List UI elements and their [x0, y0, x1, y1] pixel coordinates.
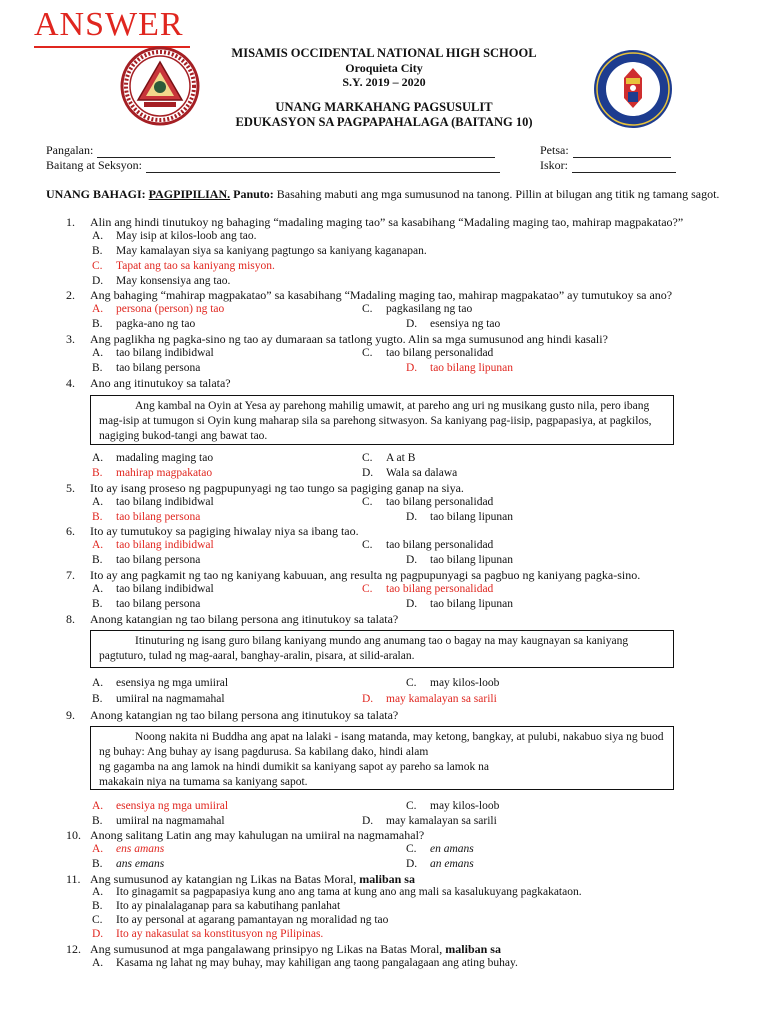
except-label: maliban sa [445, 942, 501, 956]
option-c[interactable]: C. tao bilang personalidad [362, 539, 494, 551]
option-d[interactable]: D. tao bilang lipunan [406, 511, 514, 523]
question-number: 1. [66, 215, 75, 229]
option-b[interactable]: B. umiiral na nagmamahal [92, 693, 225, 705]
passage-box [90, 630, 674, 668]
option-c[interactable]: C. may kilos-loob [406, 800, 500, 812]
question-text: Alin ang hindi tinutukoy ng bahaging “madaling maging tao” sa kasabihang “Madaling maging tao, mahirap magpakatao?” [90, 215, 684, 229]
option-b[interactable]: B. pagka-ano ng tao [92, 318, 196, 330]
school-year: S.Y. 2019 – 2020 [342, 75, 426, 89]
option-b[interactable]: B. tao bilang persona [92, 554, 201, 566]
option-c-answer[interactable]: C. Tapat ang tao sa kaniyang misyon. [92, 260, 275, 272]
part-label: UNANG BAHAGI: [46, 187, 146, 201]
score-line[interactable] [572, 160, 676, 173]
passage-box [90, 726, 674, 790]
option-a[interactable]: A. Kasama ng lahat ng may buhay, may kahiligan ang taong pangalagaan ang ating buhay. [92, 957, 518, 969]
section-label: Baitang at Seksyon: [46, 158, 142, 172]
section-field[interactable] [46, 158, 500, 173]
score-field[interactable] [540, 158, 676, 173]
option-d[interactable]: D. Wala sa dalawa [362, 467, 458, 479]
option-d-answer[interactable]: D. Ito ay nakasulat sa konstitusyon ng Pilipinas. [92, 928, 324, 940]
option-a[interactable]: A. May isip at kilos-loob ang tao. [92, 230, 257, 242]
option-a[interactable]: A. tao bilang indibidwal [92, 347, 214, 359]
name-line[interactable] [97, 145, 495, 158]
option-c[interactable]: C. Ito ay personal at agarang pamantayan ng moralidad ng tao [92, 914, 389, 926]
except-label: maliban sa [359, 872, 415, 886]
option-c-answer[interactable]: C. tao bilang personalidad [362, 583, 494, 595]
option-a[interactable]: A. esensiya ng mga umiiral [92, 677, 229, 689]
passage-text: Itinuturing ng isang guro bilang kaniyang mundo ang anumang tao o bagay na may kaugnayan sa kaniyang pagtuturo, tulad ng mag-aaral, banghay-aralin, pisara, at silid-aralan. [99, 635, 629, 662]
option-c[interactable]: C. tao bilang personalidad [362, 347, 494, 359]
instructions [46, 187, 719, 202]
passage-text: Noong nakita ni Buddha ang apat na lalaki - isang matanda, may ketong, bangkay, at pulubi, nakabuo siya ng buod ng buhay: Ang buhay ay isang pagdurusa. Sa kabilang dako, hindi alam [99, 731, 664, 758]
option-d[interactable]: D. an emans [406, 858, 474, 870]
option-a[interactable]: A. Ito ginagamit sa pagpapasiya kung ano ang tama at kung ano ang mali sa kasalukuyang pagkakataon. [92, 886, 582, 898]
passage-text: Ang kambal na Oyin at Yesa ay parehong mahilig umawit, at pareho ang uri ng musikang gusto nila, pero ibang mag-isip at tumugon si Oyin kung maharap sila sa parehong sitwasyon. Sa kaniyang pag-iisip, pagpapasiya, at pagkilos, nagiging bukod-tangi ang bawat tao. [99, 400, 652, 442]
subject-title: EDUKASYON SA PAGPAPAHALAGA (BAITANG 10) [235, 115, 533, 129]
section-line[interactable] [146, 160, 500, 173]
date-label: Petsa: [540, 143, 569, 157]
option-d[interactable]: D. tao bilang lipunan [406, 554, 514, 566]
option-b[interactable]: B. May kamalayan siya sa kaniyang pagtungo sa kaniyang kaganapan. [92, 245, 427, 257]
option-a-answer[interactable]: A. tao bilang indibidwal [92, 539, 214, 551]
passage-text: makakain niya na tumama sa kaniyang sapot. [99, 776, 308, 788]
answer-stamp: ANSWER [34, 6, 184, 43]
option-a-answer[interactable]: A. esensiya ng mga umiiral [92, 800, 229, 812]
option-b-answer[interactable]: B. mahirap magpakatao [92, 467, 213, 479]
date-line[interactable] [573, 145, 671, 158]
option-b[interactable]: B. tao bilang persona [92, 362, 201, 374]
date-field[interactable] [540, 143, 671, 158]
part-title: PAGPIPILIAN. [148, 187, 231, 201]
panuto-label: Panuto: [233, 187, 274, 201]
option-b[interactable]: B. ans emans [92, 858, 165, 870]
school-name: MISAMIS OCCIDENTAL NATIONAL HIGH SCHOOL [231, 46, 537, 60]
score-label: Iskor: [540, 158, 568, 172]
option-c[interactable]: C. A at B [362, 452, 416, 464]
option-a[interactable]: A. tao bilang indibidwal [92, 496, 214, 508]
school-city: Oroquieta City [345, 61, 423, 75]
option-b[interactable]: B. umiiral na nagmamahal [92, 815, 225, 827]
option-b[interactable]: B. tao bilang persona [92, 598, 201, 610]
name-label: Pangalan: [46, 143, 94, 157]
option-d[interactable]: D. may kamalayan sa sarili [362, 815, 497, 827]
option-c[interactable]: C. en amans [406, 843, 474, 855]
option-b-answer[interactable]: B. tao bilang persona [92, 511, 201, 523]
option-a[interactable]: A. madaling maging tao [92, 452, 214, 464]
instruction-text: Basahing mabuti ang mga sumusunod na tanong. Pillin at bilugan ang titik ng tamang sagot. [276, 187, 720, 201]
exam-title: UNANG MARKAHANG PAGSUSULIT [275, 100, 493, 114]
option-d-answer[interactable]: D. may kamalayan sa sarili [362, 693, 497, 705]
option-d[interactable]: D. May konsensiya ang tao. [92, 275, 231, 287]
option-c[interactable]: C. tao bilang personalidad [362, 496, 494, 508]
option-d[interactable]: D. esensiya ng tao [406, 318, 501, 330]
option-c[interactable]: C. may kilos-loob [406, 677, 500, 689]
option-a-answer[interactable]: A. persona (person) ng tao [92, 303, 225, 315]
option-c[interactable]: C. pagkasilang ng tao [362, 303, 473, 315]
option-a-answer[interactable]: A. ens amans [92, 843, 165, 855]
option-b[interactable]: B. Ito ay pinalalaganap para sa kabutihang panlahat [92, 900, 341, 912]
name-field[interactable] [46, 143, 495, 158]
passage-box [90, 395, 674, 445]
option-d[interactable]: D. tao bilang lipunan [406, 598, 514, 610]
option-d-answer[interactable]: D. tao bilang lipunan [406, 362, 514, 374]
passage-text: ng gagamba na ang lamok na hindi dumikit sa kaniyang sapot ay pareho sa lamok na [99, 761, 489, 773]
option-a[interactable]: A. tao bilang indibidwal [92, 583, 214, 595]
